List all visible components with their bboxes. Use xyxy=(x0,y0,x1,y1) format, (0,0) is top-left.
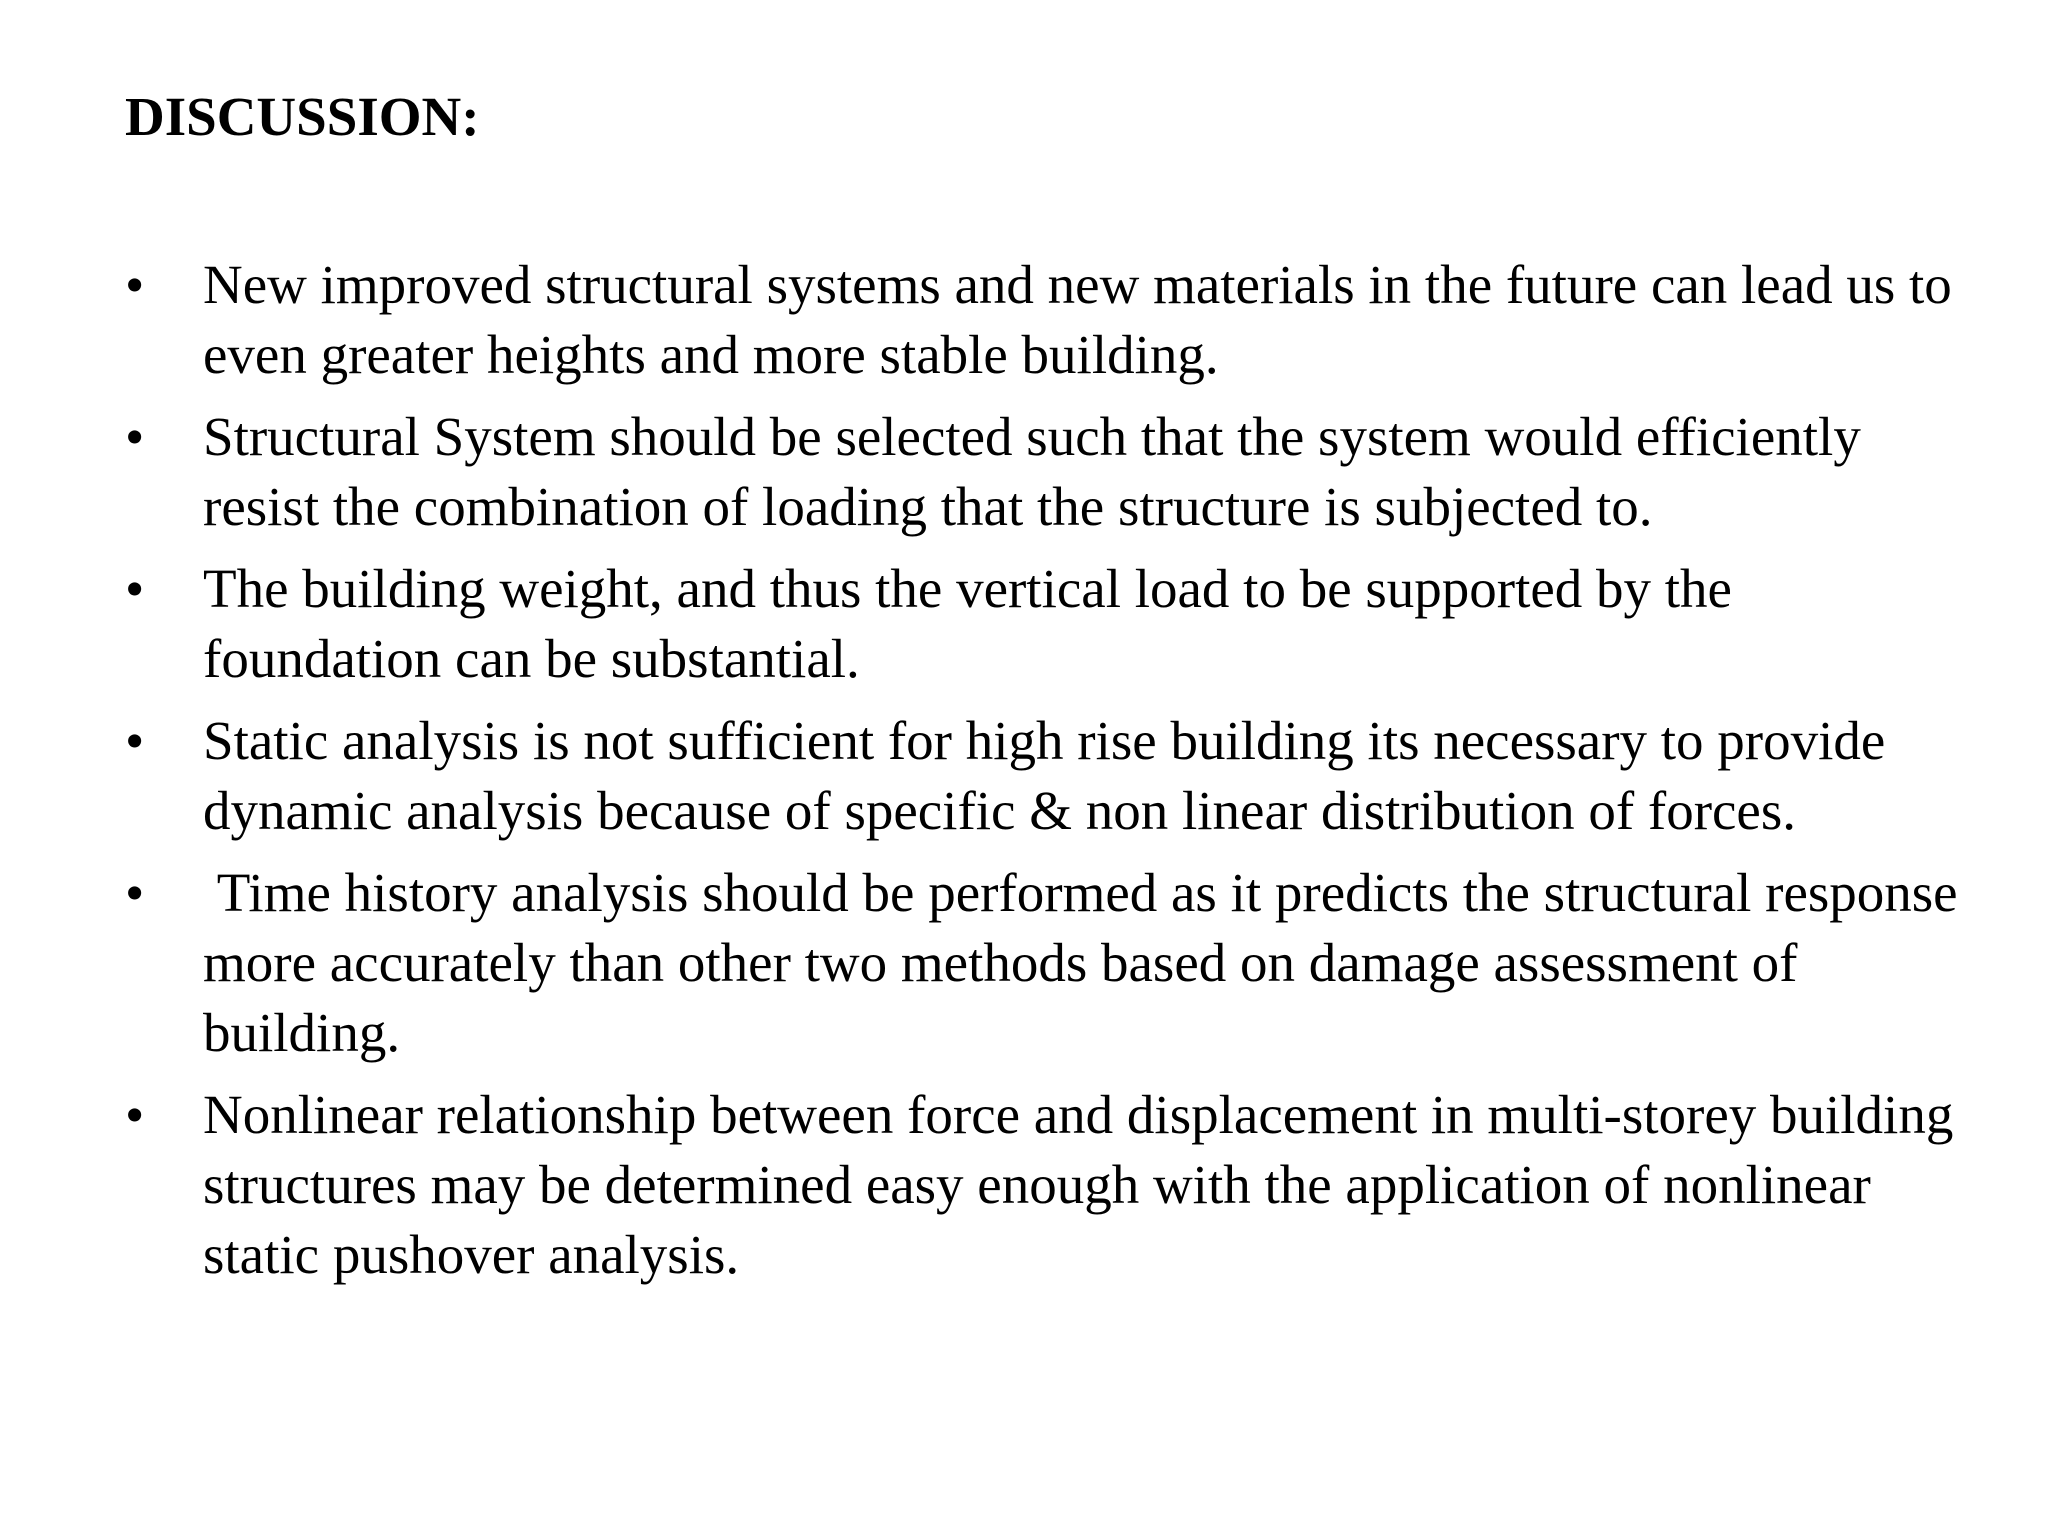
bullet-icon: • xyxy=(125,1084,145,1145)
bullet-icon: • xyxy=(125,862,145,923)
bullet-icon: • xyxy=(125,406,145,467)
list-item xyxy=(125,1080,1975,1290)
bullet-text: Nonlinear relationship between force and displacement in multi-storey building structures may be determined easy enough with the application of nonlinear static pushover analysis. xyxy=(203,1084,1954,1285)
list-item xyxy=(125,250,1975,390)
list-item xyxy=(125,706,1975,846)
bullet-text: New improved structural systems and new materials in the future can lead us to even greater heights and more stable building. xyxy=(203,254,1952,385)
bullet-list xyxy=(125,250,1975,1302)
bullet-icon: • xyxy=(125,710,145,771)
bullet-icon: • xyxy=(125,558,145,619)
bullet-text: Structural System should be selected such that the system would efficiently resist the combination of loading that the structure is subjected to. xyxy=(203,406,1861,537)
bullet-icon: • xyxy=(125,254,145,315)
bullet-text: Static analysis is not sufficient for high rise building its necessary to provide dynamic analysis because of specific & non linear distribution of forces. xyxy=(203,710,1886,841)
bullet-text: The building weight, and thus the vertical load to be supported by the foundation can be substantial. xyxy=(203,558,1732,689)
bullet-text: Time history analysis should be performed as it predicts the structural response more accurately than other two methods based on damage assessment of building. xyxy=(203,862,1972,1063)
list-item xyxy=(125,554,1975,694)
page-title: DISCUSSION: xyxy=(125,86,480,147)
list-item xyxy=(125,402,1975,542)
list-item xyxy=(125,858,1975,1068)
